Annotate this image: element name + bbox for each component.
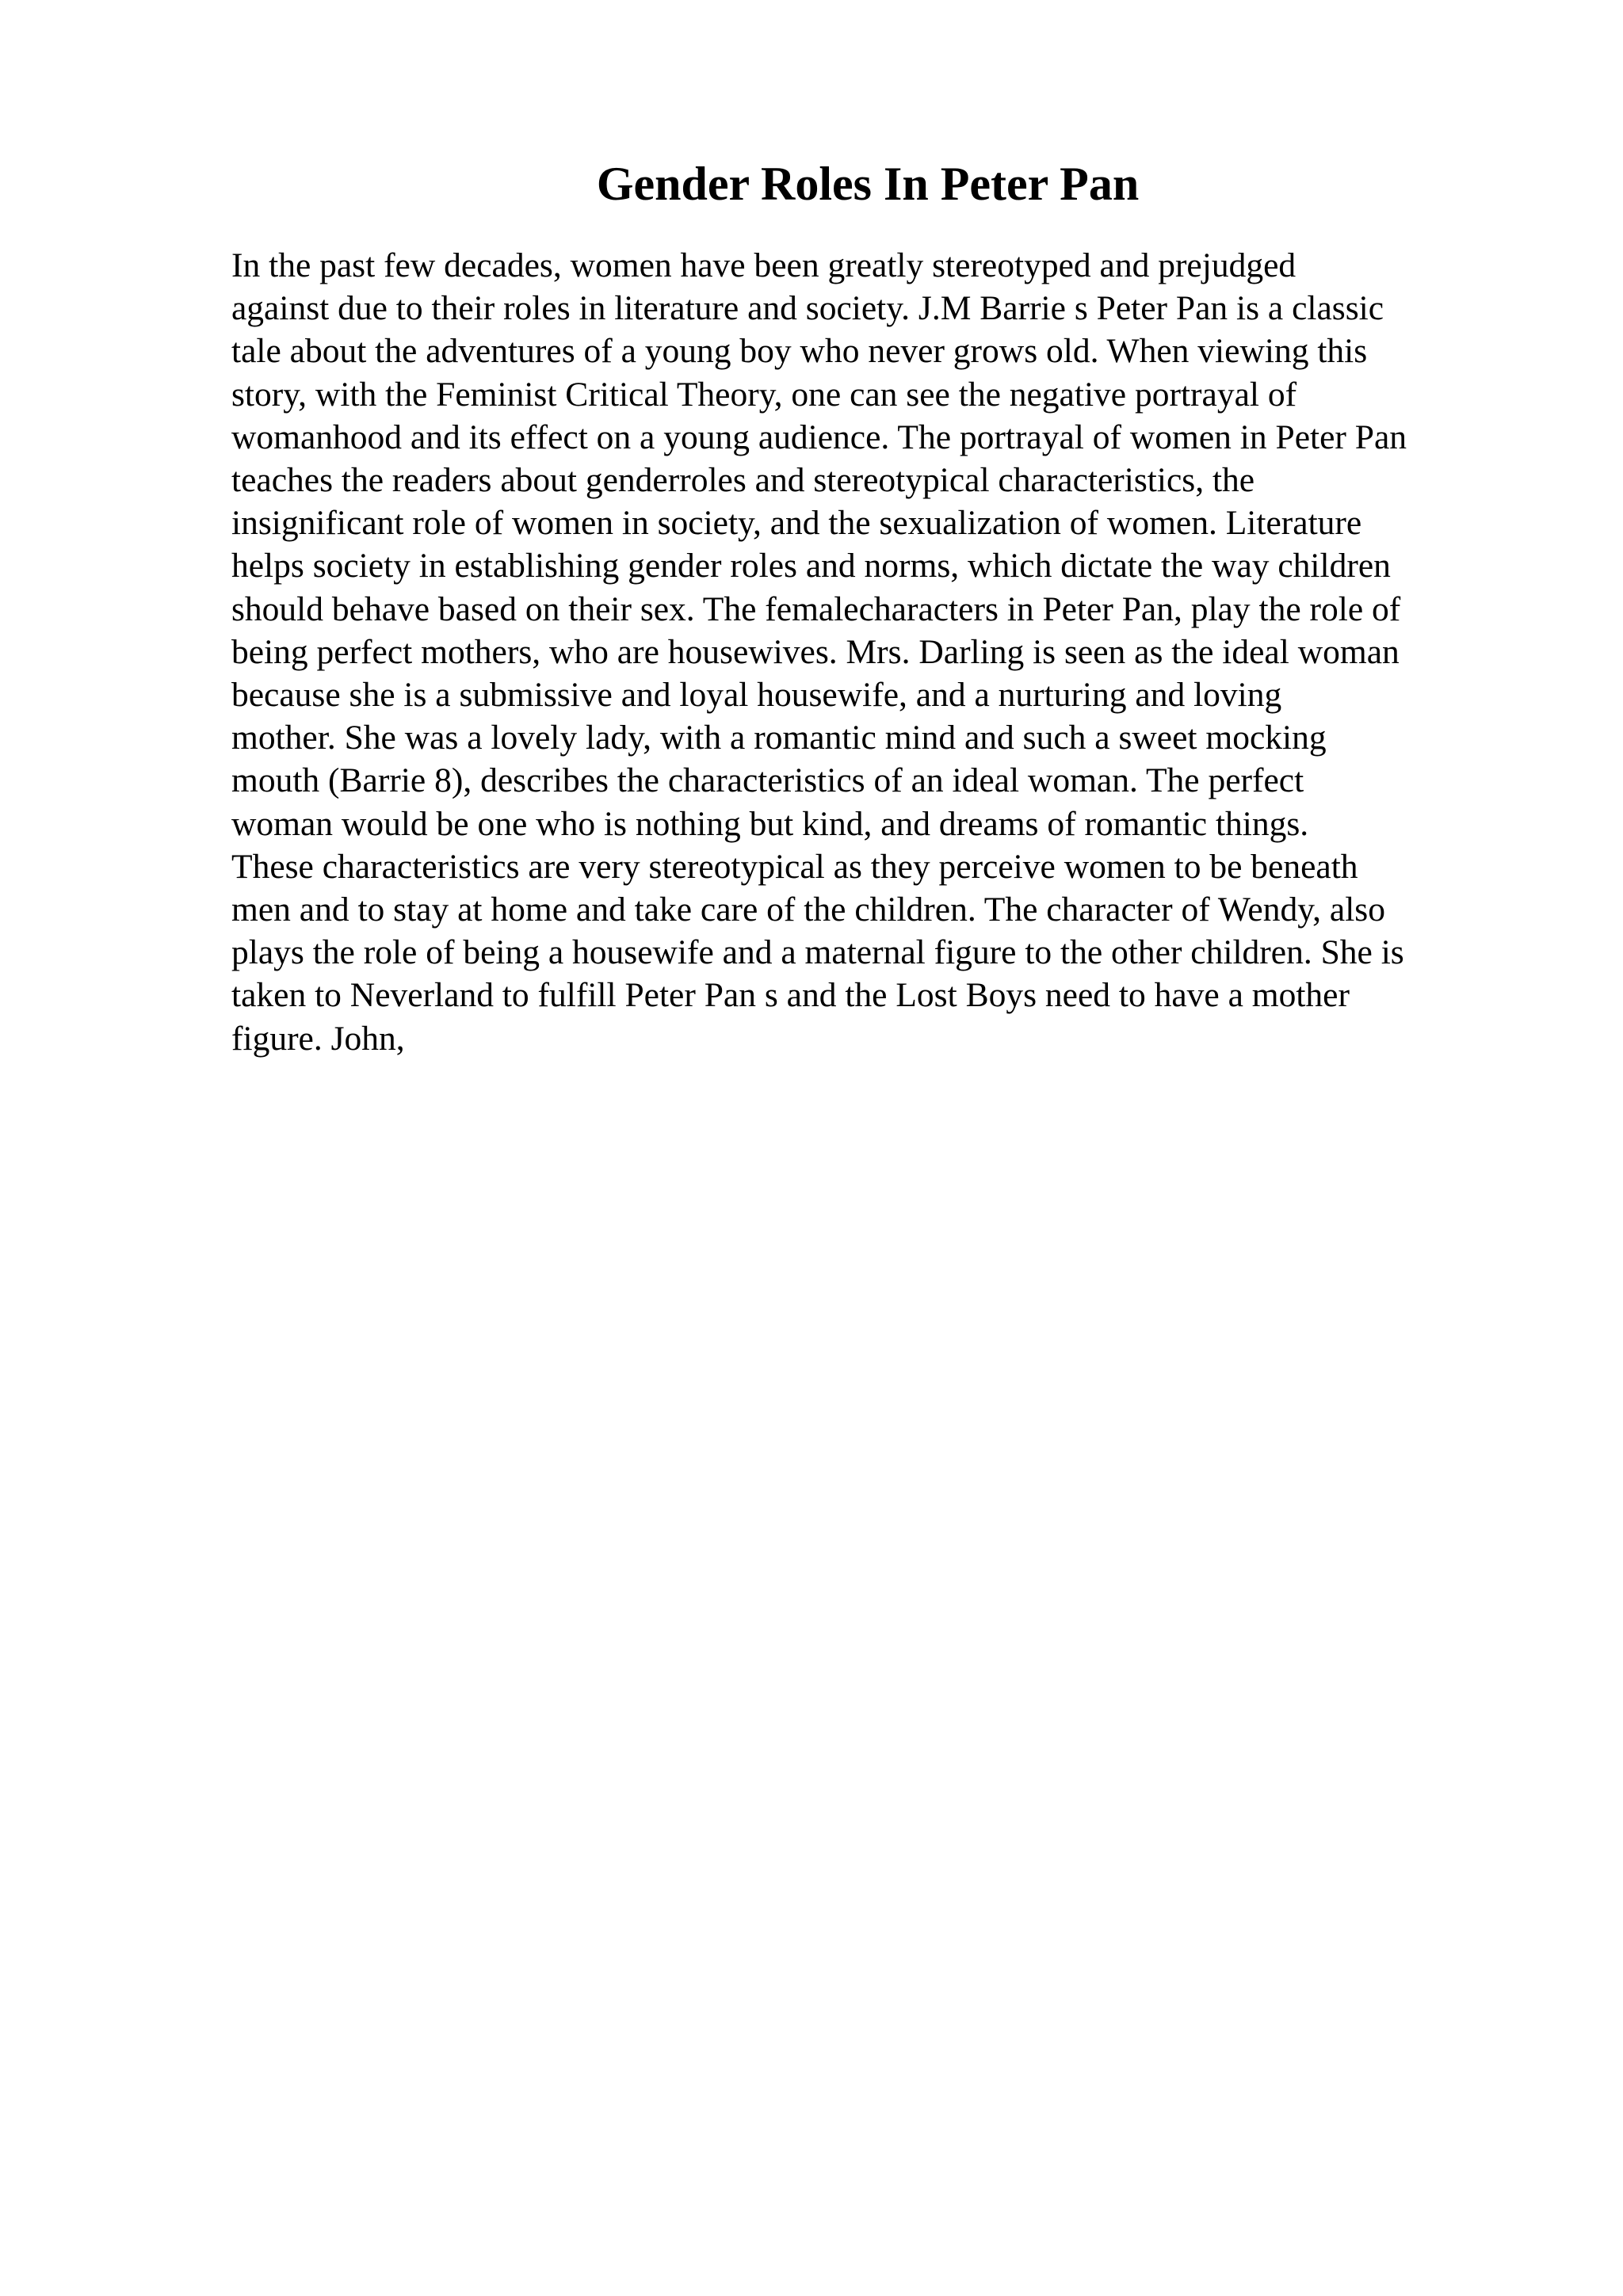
body-line: teaches the readers about genderroles and stereotypical characteristics, the bbox=[231, 461, 1255, 500]
body-line: plays the role of being a housewife and a maternal figure to the other children. She is bbox=[231, 933, 1404, 972]
body-line: mother. She was a lovely lady, with a romantic mind and such a sweet mocking bbox=[231, 719, 1327, 757]
body-line: In the past few decades, women have been greatly stereotyped and prejudged bbox=[231, 246, 1296, 284]
document-body bbox=[231, 244, 1515, 1060]
body-line: against due to their roles in literature and society. J.M Barrie s Peter Pan is a classic bbox=[231, 289, 1384, 328]
body-line: taken to Neverland to fulfill Peter Pan s and the Lost Boys need to have a mother bbox=[231, 976, 1350, 1015]
body-line: men and to stay at home and take care of the children. The character of Wendy, also bbox=[231, 891, 1385, 929]
body-line: helps society in establishing gender roles and norms, which dictate the way children bbox=[231, 547, 1391, 585]
body-line: mouth (Barrie 8), describes the characteristics of an ideal woman. The perfect bbox=[231, 761, 1304, 800]
body-line: should behave based on their sex. The femalecharacters in Peter Pan, play the role of bbox=[231, 589, 1401, 628]
body-line: tale about the adventures of a young boy who never grows old. When viewing this bbox=[231, 332, 1368, 371]
body-line: woman would be one who is nothing but kind, and dreams of romantic things. bbox=[231, 804, 1309, 843]
body-line: being perfect mothers, who are housewives. Mrs. Darling is seen as the ideal woman bbox=[231, 632, 1400, 671]
document-title: Gender Roles In Peter Pan bbox=[596, 158, 1140, 210]
body-line: insignificant role of women in society, and the sexualization of women. Literature bbox=[231, 504, 1362, 543]
body-line: because she is a submissive and loyal housewife, and a nurturing and loving bbox=[231, 676, 1282, 715]
body-line: story, with the Feminist Critical Theory, one can see the negative portrayal of bbox=[231, 375, 1297, 414]
body-line: These characteristics are very stereotypical as they perceive women to be beneath bbox=[231, 847, 1358, 886]
body-line: womanhood and its effect on a young audience. The portrayal of women in Peter Pan bbox=[231, 418, 1407, 456]
body-line: figure. John, bbox=[231, 1019, 405, 1058]
